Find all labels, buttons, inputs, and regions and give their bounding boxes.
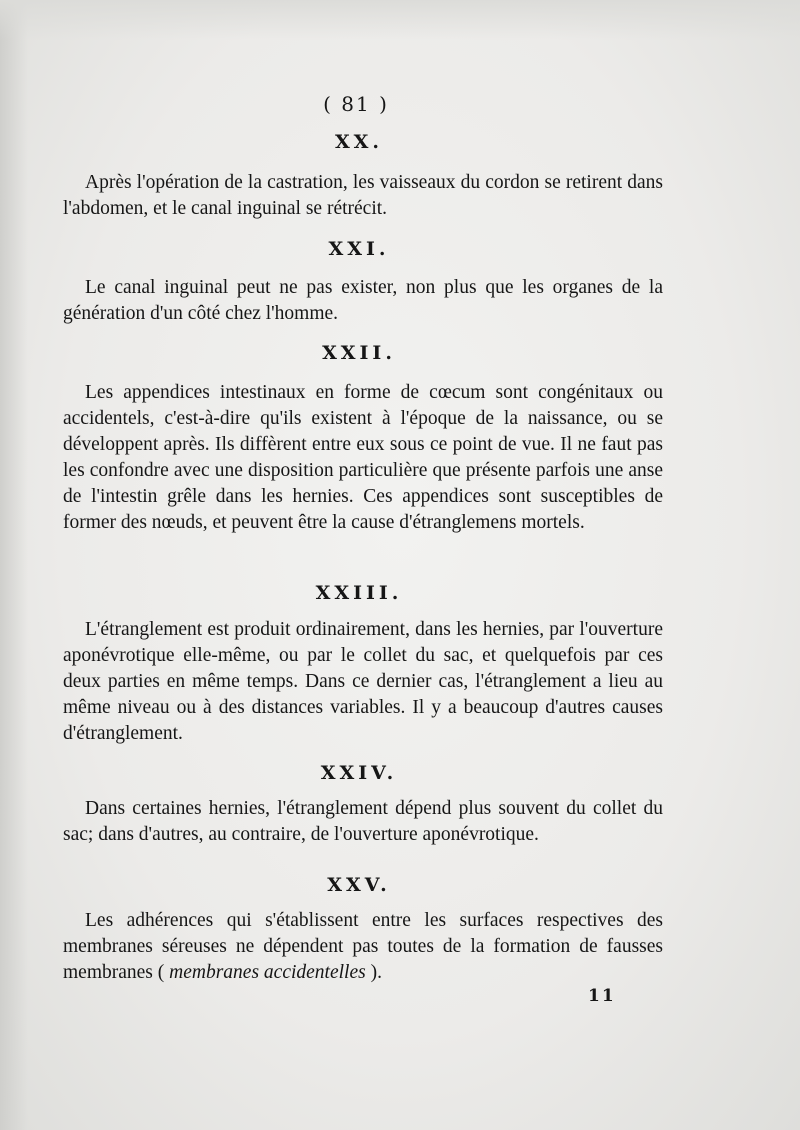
paragraph-xxiii: L'étranglement est produit ordinairement, dans les hernies, par l'ouverture aponévrotique elle-même, ou par le collet du sac, et quelquefois par ces deux parties en même temps. Dans ce dernier cas, l'étranglement a lieu au même niveau ou à des distances variables. Il y a beaucoup d'autres causes d'étranglement. — [63, 619, 663, 744]
page-edge-shadow — [0, 0, 28, 1130]
section-numeral-xxii: XXII. — [322, 342, 396, 364]
paragraph-xxv-italic: membranes accidentelles — [169, 962, 366, 983]
paragraph-xxv-end: ). — [365, 962, 382, 983]
signature-mark: 11 — [588, 986, 616, 1006]
page-top-shadow — [0, 0, 800, 40]
paragraph-xxv — [63, 908, 663, 986]
section-numeral-xxiii: XXIII. — [315, 582, 403, 604]
section-numeral-xxi: XXI. — [328, 238, 390, 260]
section-numeral-xx: XX. — [334, 131, 384, 153]
paragraph-xxv-text: Les adhérences qui s'établissent entre les surfaces respectives des membranes séreuses ne dépendent pas toutes de la formation de fausses membranes ( — [63, 910, 663, 983]
paragraph-xxiv: Dans certaines hernies, l'étranglement dépend plus souvent du collet du sac; dans d'autres, au contraire, de l'ouverture aponévrotique. — [63, 798, 663, 845]
section-numeral-xxv: XXV. — [327, 874, 391, 896]
section-numeral-xxiv: XXIV. — [320, 762, 398, 784]
page-number: ( 81 ) — [323, 92, 389, 116]
paragraph-xxii: Les appendices intestinaux en forme de cœcum sont congénitaux ou accidentels, c'est-à-dire qu'ils existent à l'époque de la naissance, ou se développent après. Ils diffèrent entre eux sous ce point de vue. Il ne faut pas les confondre avec une disposition particulière que présente parfois une anse de l'intestin grêle dans les hernies. Ces appendices sont susceptibles de former des nœuds, et peuvent être la cause d'étranglemens mortels. — [63, 382, 663, 533]
paragraph-xx: Après l'opération de la castration, les vaisseaux du cordon se retirent dans l'abdomen, et le canal inguinal se rétrécit. — [63, 172, 663, 219]
paragraph-xxi: Le canal inguinal peut ne pas exister, non plus que les organes de la génération d'un côté chez l'homme. — [63, 277, 663, 324]
